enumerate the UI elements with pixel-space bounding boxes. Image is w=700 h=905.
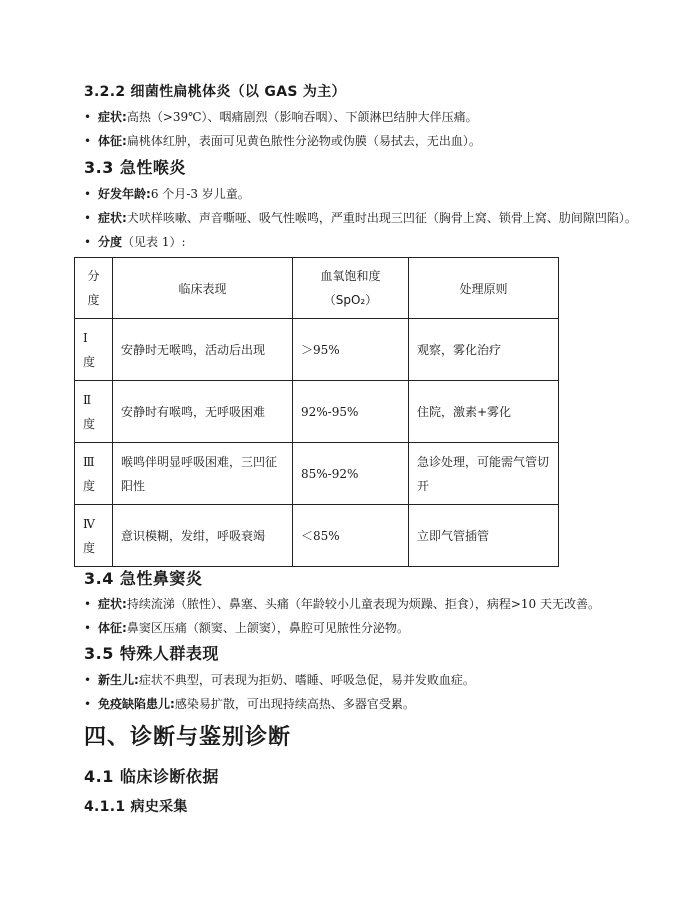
cell-spo2: ＞95% <box>293 319 409 381</box>
table-row <box>75 381 559 443</box>
bullet-dot: • <box>84 597 92 611</box>
cell-spo2: 92%-95% <box>293 381 409 443</box>
table-row <box>75 505 559 567</box>
bullet-text: 扁桃体红肿，表面可见黄色脓性分泌物或伪膜（易拭去，无出血）。 <box>126 134 481 148</box>
bullet-label: 体征: <box>98 134 127 148</box>
header-clinical: 临床表现 <box>113 258 293 319</box>
bullet-label: 症状: <box>98 211 127 225</box>
cell-clinical: 安静时无喉鸣，活动后出现 <box>113 319 293 381</box>
cell-grade: Ⅳ 度 <box>75 505 113 567</box>
bullet-label: 症状: <box>98 597 127 611</box>
section-heading-3-3: 3.3 急性喉炎 <box>84 158 186 177</box>
bullet-label: 好发年龄: <box>98 187 151 201</box>
bullet-text: 犬吠样咳嗽、声音嘶哑、吸气性喉鸣，严重时出现三凹征（胸骨上窝、锁骨上窝、肋间隙凹陷）。 <box>126 211 637 225</box>
cell-clinical: 意识模糊，发绀，呼吸衰竭 <box>113 505 293 567</box>
cell-clinical: 安静时有喉鸣，无呼吸困难 <box>113 381 293 443</box>
cell-grade: Ⅱ 度 <box>75 381 113 443</box>
laryngitis-grade-table <box>74 257 559 567</box>
bullet-dot: • <box>84 187 92 201</box>
cell-principle: 观察，雾化治疗 <box>409 319 559 381</box>
cell-grade: Ⅲ 度 <box>75 443 113 505</box>
bullet-text: 症状不典型，可表现为拒奶、嗜睡、呼吸急促，易并发败血症。 <box>138 673 475 687</box>
bullet-dot: • <box>84 621 92 635</box>
cell-grade: Ⅰ 度 <box>75 319 113 381</box>
bullet-dot: • <box>84 673 92 687</box>
bullet-dot: • <box>84 134 92 148</box>
header-grade: 分 度 <box>75 258 113 319</box>
bullet-text: （见表 1）: <box>122 235 186 249</box>
bullet-text: 6 个月-3 岁儿童。 <box>150 187 250 201</box>
bullet-label: 免疫缺陷患儿: <box>98 697 175 711</box>
bullet-label: 新生儿: <box>98 673 139 687</box>
cell-spo2: ＜85% <box>293 505 409 567</box>
cell-principle: 急诊处理，可能需气管切开 <box>409 443 559 505</box>
bullet-dot: • <box>84 235 92 249</box>
bullet-text: 鼻窦区压痛（额窦、上颌窦），鼻腔可见脓性分泌物。 <box>126 621 409 635</box>
bullet-dot: • <box>84 697 92 711</box>
cell-principle: 住院，激素+雾化 <box>409 381 559 443</box>
header-principle: 处理原则 <box>409 258 559 319</box>
bullet-text: 持续流涕（脓性）、鼻塞、头痛（年龄较小儿童表现为烦躁、拒食），病程>10 天无改善。 <box>126 597 600 611</box>
table-row <box>75 319 559 381</box>
section-heading-3-4: 3.4 急性鼻窦炎 <box>84 569 203 588</box>
bullet-text: 高热（>39℃）、咽痛剧烈（影响吞咽）、下颌淋巴结肿大伴压痛。 <box>126 110 478 124</box>
chapter-heading-4: 四、诊断与鉴别诊断 <box>84 725 292 750</box>
bullet-label: 分度 <box>98 235 123 249</box>
header-spo2: 血氧饱和度 （SpO₂） <box>293 258 409 319</box>
bullet-dot: • <box>84 211 92 225</box>
bullet-label: 体征: <box>98 621 127 635</box>
section-heading-3-2-2: 3.2.2 细菌性扁桃体炎（以 GAS 为主） <box>84 84 346 100</box>
bullet-dot: • <box>84 110 92 124</box>
cell-principle: 立即气管插管 <box>409 505 559 567</box>
bullet-text: 感染易扩散，可出现持续高热、多器官受累。 <box>174 697 415 711</box>
section-heading-4-1: 4.1 临床诊断依据 <box>84 767 219 786</box>
bullet-label: 症状: <box>98 110 127 124</box>
table-row <box>75 443 559 505</box>
section-heading-3-5: 3.5 特殊人群表现 <box>84 644 219 663</box>
section-heading-4-1-1: 4.1.1 病史采集 <box>84 799 188 815</box>
cell-spo2: 85%-92% <box>293 443 409 505</box>
table-header-row <box>75 258 559 319</box>
cell-clinical: 喉鸣伴明显呼吸困难，三凹征阳性 <box>113 443 293 505</box>
